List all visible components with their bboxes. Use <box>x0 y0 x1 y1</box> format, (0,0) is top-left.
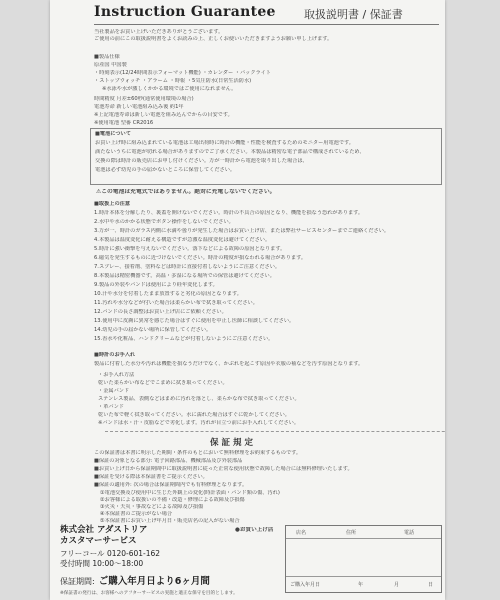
handling-item: 6.磁気を発生するものに近づけないでください。時計の精度が損なわれる場合があります。 <box>94 255 307 261</box>
instruction-sheet <box>50 0 445 600</box>
intro-line: ご使用の前にこの取扱説明書をよくお読みの上、正しくお使いいただきますようお願い申し上げます。 <box>94 36 333 42</box>
battery-warning: ⚠この電池は充電式ではありません。絶対に充電しないでください。 <box>96 189 276 195</box>
stamp-month: 月 <box>394 582 400 588</box>
spec-line: ※水泳や水が激しくかかる環境ではご使用になれません。 <box>102 86 237 92</box>
warranty-line: ■保証を受ける際は本保証書をご提示ください。 <box>94 474 208 480</box>
title-english: Instruction Guarantee <box>94 4 276 20</box>
spec-line: ※上記電池寿命は新しい電池を組み込んでからの目安です。 <box>94 112 233 118</box>
handling-item: 11.汚れや水分などが付いた場合は柔らかい布で拭き取ってください。 <box>94 300 258 306</box>
free-call-label: フリーコール <box>60 549 105 558</box>
handling-item: 3.万が一、時計のガラス内側に水滴や曇りが発生した場合はお買い上げ店、または弊社サービスセンターまでご連絡ください。 <box>94 228 390 234</box>
handling-item: 15.香水や化粧品、ハンドクリームなどが付着しないようにご注意ください。 <box>94 336 274 342</box>
divider <box>105 431 445 432</box>
handling-item: 4.本製品は温度変化に耐える構造ですが急激な温度変化は避けてください。 <box>94 237 271 243</box>
warranty-line: ⑤本保証書にお買い上げ年月日・販売店名の記入がない場合 <box>100 518 240 524</box>
spec-line: 原産国 中国製 <box>94 62 127 68</box>
stamp-name-label: 店名 <box>296 530 307 536</box>
warranty-title: 保証規定 <box>210 438 257 448</box>
handling-item: 13.使用中に皮膚に異常を感じた場合はすぐに使用を中止し医師に相談してください。 <box>94 318 295 324</box>
stamp-row <box>286 538 441 539</box>
handling-heading: ■取扱上の注意 <box>94 201 131 207</box>
handling-item: 14.幼児の手の届かない場所に保管してください。 <box>94 327 212 333</box>
company-block <box>60 525 147 547</box>
contact-block <box>60 549 160 569</box>
battery-line: お買い上げ時に組み込まれている電池は工場出荷時に時計の機能・性能を検査するためのモニター用電池です。 <box>95 140 354 146</box>
warranty-line: ①電池交換及び使用中に生じた外観上の変化(時計表面・バンド類の傷、汚れ) <box>100 490 280 496</box>
handling-item: 2.水中や水のかかる状態でボタン操作をしないでください。 <box>94 219 234 225</box>
care-line: ステンレス製品、表側などはまめに汚れを落とし、柔らかな布で拭き取ってください。 <box>98 396 300 402</box>
handling-item: 5.時計に強い衝撃を与えないでください。落下などによる故障の原因となります。 <box>94 246 286 252</box>
battery-notice-box <box>90 128 442 185</box>
handling-item: 10.汗や水分を付着したまま放置すると劣化の原因となります。 <box>94 291 242 297</box>
battery-line: 満たないうちに電池が切れる場合がありますのでご了承ください。本製品は精密な電子部品で構成されているため、 <box>95 149 365 155</box>
handling-item: 8.本製品は精密機器です。高温・多湿になる場所での保管は避けてください。 <box>94 273 275 279</box>
care-line: 乾いた柔らかい布などでこまめに拭き取ってください。 <box>98 380 228 386</box>
stamp-year: 年 <box>358 582 364 588</box>
spec-heading: ■製品仕様 <box>94 54 120 60</box>
handling-item: 7.スプレー、接着剤、塗料などは時計に直接付着しないようにご注意ください。 <box>94 264 281 270</box>
stamp-row <box>286 576 441 577</box>
care-line: 乾いた布で軽く拭き取ってください。水に濡れた場合はすぐに乾かしてください。 <box>98 412 290 418</box>
battery-line: 電池は必ず幼児の手の届かないところに保管してください。 <box>95 167 236 173</box>
handling-item: 12.バンドの長さ調整はお買い上げ店にご依頼ください。 <box>94 309 227 315</box>
intro-line: 当社製品をお買い上げいただきありがとうございます。 <box>94 29 224 35</box>
document-header <box>94 2 439 25</box>
stamp-day: 日 <box>428 582 434 588</box>
store-stamp-label: ●お買い上げ店 <box>235 527 274 533</box>
warranty-line: ③火災・天災・事故などによる故障及び損傷 <box>100 504 204 510</box>
warranty-line: ④本保証書のご提示がない場合 <box>100 511 173 517</box>
warranty-line: ■保証の適用外: 次の場合は保証期間内でも有料修理となります。 <box>94 482 248 488</box>
battery-heading: ■電池について <box>95 131 131 137</box>
stamp-phone-label: 電話 <box>404 530 415 536</box>
stamp-date-label: ご購入年月日 <box>290 582 321 588</box>
footer-note: ※保証書の発行は、お客様へのアフターサービスの実施と適正な保守を目的とします。 <box>60 591 238 596</box>
spec-line: ・時刻表示(12/24時間表示フォーマット機能) ・カレンダー ・バックライト <box>94 70 271 76</box>
care-subheading: ・金属バンド <box>98 388 130 394</box>
company-name: 株式会社 アダストリア <box>60 525 148 535</box>
warranty-period <box>60 573 210 587</box>
care-line: 製品に付着した水分や汚れは機能を損なうだけでなく、かぶれを起こす原因や衣服の袖などを汚す原因となります。 <box>94 361 364 367</box>
hours-label: 受付時間 <box>60 559 90 568</box>
warranty-line: ■お買い上げ日から保証期間中に取扱説明書に従った正常な使用状態で故障した場合には無料修理いたします。 <box>94 466 353 472</box>
care-line: ※バンドは水・汗・皮脂などで劣化します。汚れが目立つ前にお手入れしてください。 <box>98 420 300 426</box>
handling-item: 1.時計本体を分解したり、裏蓋を開けないでください。時計の不具合の原因となり、機能を損なう恐れがあります。 <box>94 210 364 216</box>
battery-line: 交換の際は時計の販売店にお申し付けください。万が一時計から電池を取り出した場合は、 <box>95 158 308 164</box>
care-heading: ■時計のお手入れ <box>94 352 136 358</box>
hours-value: 10:00～18:00 <box>92 559 144 568</box>
spec-line: ・ストップウォッチ ・アラーム ・時報 ・5気圧防水(日常生活防水) <box>94 78 252 84</box>
spec-line: 時間精度 月差±60秒(通常使用環境の場合) <box>94 96 194 102</box>
period-value: ご購入年月日より6ヶ月間 <box>98 576 210 587</box>
title-japanese: 取扱説明書 / 保証書 <box>304 8 403 21</box>
care-subheading: ・革バンド <box>98 404 124 410</box>
warranty-line: この保証書は本書に明示した期間・条件のもとにおいて無料修理をお約束するものです。 <box>94 450 302 456</box>
spec-line: 電池寿命 新しい電池組み込み後 約1年 <box>94 104 184 110</box>
warranty-line: ■保証の対象となる部分: 電子回路部品、機械部品及び外装部品 <box>94 458 243 464</box>
free-call-number: 0120-601-162 <box>106 549 161 558</box>
care-subheading: ・お手入れ方法 <box>98 372 135 378</box>
stamp-address-label: 住所 <box>346 530 357 536</box>
period-label: 保証期間: <box>60 577 95 586</box>
warranty-line: ②お客様による取扱いの不備・改造・修理による故障及び損傷 <box>100 497 245 503</box>
store-stamp-box <box>285 525 442 593</box>
handling-item: 9.製品の外装やバンドは使用により経年変化します。 <box>94 282 218 288</box>
company-dept: カスタマーサービス <box>60 536 137 546</box>
spec-line: ※使用電池 型番 CR2016 <box>94 120 154 126</box>
